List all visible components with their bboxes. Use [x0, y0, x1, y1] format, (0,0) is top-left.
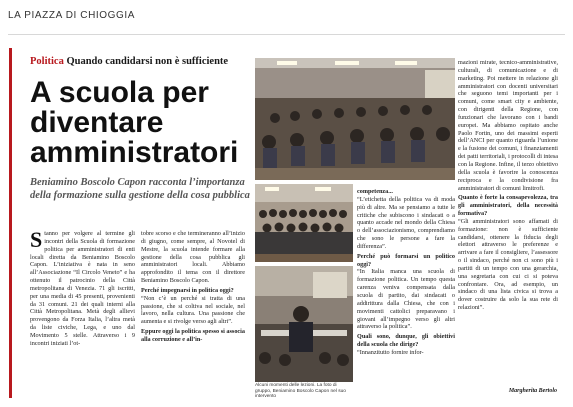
- headline-line-1: A scuola per: [30, 76, 209, 109]
- answer-2: “L’etichetta della politica va di moda più di altre. Ma se pensiamo a tutte le critiche che subiscono i sindacati o a quanto accade nel mondo della Chiesa o dell’associazionismo, comprendiamo che sono le persone a fare la differenza”.: [357, 195, 455, 250]
- speaker-photo: [255, 266, 353, 382]
- answer-3: “In Italia manca una scuola di formazione politica. Un tempo questa carenza veniva compensata dalla scuola di partito, dai sindacati o addirittura dalla Chiesa, che con i movimenti cattolici preparavano i giovani all’impegno verso gli altri attraverso la politica”.: [357, 268, 455, 331]
- question-1: Perché impegnarsi in politica oggi?: [141, 286, 234, 294]
- text-column-1: [30, 227, 135, 348]
- column-1-text: tanno per volgere al termine gli incontri della Scuola di formazione politica per amministratori di enti locali diretta da Beniamino Boscolo Capon. L’iniziativa è nata in seno all’Associazione “Il Circolo Veneto” e ha ottenuto il patrocinio della Città metropolitana di Venezia. 71 gli iscritti, per una media di 45 presenti, provenienti da 31 comuni. 21 dei quali interni alla Città Metropolitana. Metà degli allievi provengono da Forza Italia, l’altra metà da liste civiche, Lega, e uno dal Movimento 5 stelle. Attraverso i 9 incontri iniziati l’ot-: [30, 230, 135, 347]
- answer-5: “Gli amministratori sono affamati di formazione: non è sufficiente candidarsi, ottenere la fiducia degli elettori attraverso le preferenze e arrivare a fare il consigliere, l’assessore o il sindaco, perché non ci sono più i partiti di un tempo con una gerarchia, una segretaria con cui ci si poteva confrontare. Ora, ad esempio, un sindaco di una lista civica si trova a dover costruire da solo la sua rete di relazioni”.: [458, 217, 558, 312]
- headline-line-3: amministratori: [30, 136, 239, 169]
- kicker-section: Politica: [30, 56, 64, 67]
- group-photo: [255, 184, 353, 262]
- kicker-text: Quando candidarsi non è sufficiente: [66, 56, 229, 67]
- text-column-3: [357, 188, 455, 357]
- text-column-2: [141, 230, 245, 344]
- photo-caption: Alcuni momenti delle lezioni. La foto di gruppo, Beniamino Boscolo Capon nel suo intervento: [255, 383, 346, 400]
- article-headline: [30, 78, 245, 168]
- article-kicker: [30, 56, 228, 67]
- question-2-end: competenza...: [357, 188, 393, 195]
- answer-4-start: “Innanzitutto fornire infor-: [357, 348, 424, 356]
- classroom-photo: [255, 58, 455, 180]
- header-divider: [8, 34, 565, 35]
- publication-name: LA PIAZZA DI CHIOGGIA: [8, 10, 136, 21]
- drop-cap: S: [30, 227, 43, 252]
- column-4-paragraph: mazioni mirate, tecnico-amministrative, culturali, di comunicazione e di marketing. Poi mettere in relazione gli amministratori con docenti universitari che seguono temi importanti per i comuni, come smart city e ambiente, con dirigenti della Regione, con funzionari che lavorano con i bandi europei. Ma abbiamo ospitato anche Paolo Fortin, uno dei massimi esperti dell’ANCI per quanto riguarda l’unione e la fusione dei comuni, i finanziamenti dei patti territoriali, i protocolli di intesa con la Regione. Infine, il terzo obiettivo della scuola è favorire la conoscenza reciproca e la condivisione fra amministratori di comuni limitrofi.: [458, 59, 558, 192]
- text-column-4: [458, 59, 558, 312]
- question-5: Quanto è forte la consapevolezza, tra gli amministratori, della necessità formativa?: [458, 194, 558, 218]
- answer-1: “Non c’è un perché si tratta di una passione, che si coltiva nel sociale, nel lavoro, nella cultura. Una passione che aumenta e si rivolge verso agli altri”.: [141, 294, 245, 326]
- article-subhead: Beniamino Boscolo Capon racconta l’importanza della formazione sulla gestione della cosa pubblica: [30, 177, 250, 201]
- author-signature: Margherita Bertolo: [508, 388, 557, 394]
- question-2: Eppure oggi la politica spesso si associa alla corruzione e all’in-: [141, 328, 245, 343]
- question-4: Quali sono, dunque, gli obiettivi della scuola che dirige?: [357, 333, 455, 349]
- column-2-paragraph: tobre scorso e che termineranno all’inizio di giugno, come sempre, al Novotel di Mestre, la scuola intende formare alla gestione della cosa pubblica gli amministratori locali. Abbiamo approfondito il tema con il direttore Beniamino Boscolo Capon.: [141, 230, 245, 285]
- question-3: Perché può formarsi un politico oggi?: [357, 252, 455, 268]
- headline-line-2: diventare: [30, 106, 164, 139]
